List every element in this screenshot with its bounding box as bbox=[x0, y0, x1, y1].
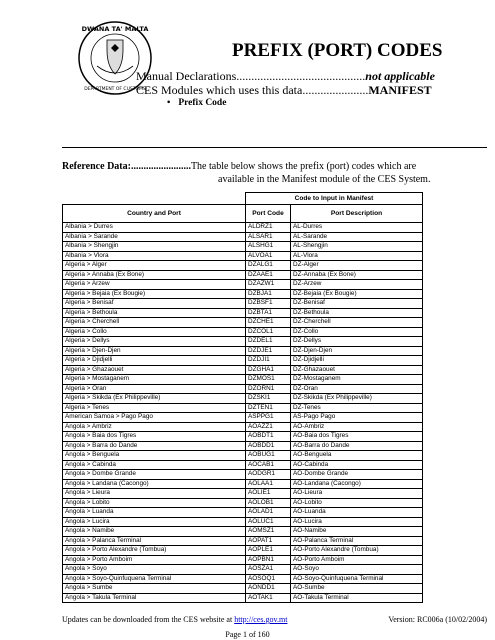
port-description-cell: DZ-Annaba (Ex Bone) bbox=[291, 270, 423, 280]
port-description-cell: DZ-Ghazaouet bbox=[291, 365, 423, 375]
port-code-cell: DZCOL1 bbox=[246, 327, 291, 337]
table-row bbox=[63, 546, 423, 556]
port-description-cell: AO-Landana (Cacongo) bbox=[291, 479, 423, 489]
port-description-cell: AO-Benguela bbox=[291, 451, 423, 461]
prefix-codes-table bbox=[62, 192, 423, 603]
port-description-cell: AO-Porto Amboim bbox=[291, 555, 423, 565]
country-port-cell: Albania > Vlora bbox=[63, 251, 246, 261]
port-code-cell: AOSZA1 bbox=[246, 565, 291, 575]
country-port-cell: Angola > Porto Amboim bbox=[63, 555, 246, 565]
table-row bbox=[63, 289, 423, 299]
ces-website-link[interactable]: http://ces.gov.mt bbox=[234, 615, 288, 624]
table-row bbox=[63, 498, 423, 508]
table-row bbox=[63, 508, 423, 518]
table-row bbox=[63, 470, 423, 480]
table-row bbox=[63, 517, 423, 527]
table-row bbox=[63, 356, 423, 366]
port-code-cell: ALDRZ1 bbox=[246, 223, 291, 233]
table-row bbox=[63, 574, 423, 584]
country-port-cell: Algeria > Arzew bbox=[63, 280, 246, 290]
table-row bbox=[63, 584, 423, 594]
country-port-cell: Angola > Lucira bbox=[63, 517, 246, 527]
country-port-cell: Angola > Benguela bbox=[63, 451, 246, 461]
port-code-cell: AOPAT1 bbox=[246, 536, 291, 546]
port-description-cell: AO-Ambriz bbox=[291, 422, 423, 432]
port-code-cell: ALSAR1 bbox=[246, 232, 291, 242]
port-description-cell: AO-Takula Terminal bbox=[291, 593, 423, 603]
port-description-cell: AO-Soyo bbox=[291, 565, 423, 575]
ces-modules-line: CES Modules which uses this data......................MANIFEST bbox=[136, 83, 432, 97]
port-description-cell: DZ-Mostaganem bbox=[291, 375, 423, 385]
port-code-cell: AOSOQ1 bbox=[246, 574, 291, 584]
port-description-cell: AO-Lobito bbox=[291, 498, 423, 508]
port-code-cell: AOLIE1 bbox=[246, 489, 291, 499]
port-code-cell: DZORN1 bbox=[246, 384, 291, 394]
country-port-cell: Angola > Landana (Cacongo) bbox=[63, 479, 246, 489]
port-description-cell: DZ-Tenes bbox=[291, 403, 423, 413]
svg-text:DWANA TA' MALTA: DWANA TA' MALTA bbox=[81, 25, 149, 33]
port-description-cell: AO-Lieura bbox=[291, 489, 423, 499]
country-port-cell: Angola > Lieura bbox=[63, 489, 246, 499]
group-header: Code to Input in Manifest bbox=[246, 193, 423, 205]
port-description-cell: AL-Sarande bbox=[291, 232, 423, 242]
page-number: Page 1 of 160 bbox=[225, 630, 270, 639]
country-port-cell: Algeria > Djen-Djen bbox=[63, 346, 246, 356]
port-description-cell: DZ-Arzew bbox=[291, 280, 423, 290]
section-divider bbox=[62, 147, 487, 148]
country-port-cell: Angola > Baia dos Tigres bbox=[63, 432, 246, 442]
port-code-cell: DZDJI1 bbox=[246, 356, 291, 366]
table-row bbox=[63, 270, 423, 280]
footer: Updates can be downloaded from the CES website at http://ces.gov.mt Version: RC006a (10/02/2004) bbox=[62, 615, 487, 624]
country-port-cell: Angola > Luanda bbox=[63, 508, 246, 518]
table-row bbox=[63, 565, 423, 575]
country-port-cell: Angola > Namibe bbox=[63, 527, 246, 537]
port-description-cell: AL-Vlora bbox=[291, 251, 423, 261]
country-port-cell: Angola > Soyo-Quinfuquena Terminal bbox=[63, 574, 246, 584]
port-description-cell: DZ-Skikda (Ex Philippeville) bbox=[291, 394, 423, 404]
port-description-cell: AO-Sumbe bbox=[291, 584, 423, 594]
port-code-cell: AONDD1 bbox=[246, 584, 291, 594]
port-description-cell: AO-Cabinda bbox=[291, 460, 423, 470]
port-code-cell: DZDEL1 bbox=[246, 337, 291, 347]
header-port-description: Port Description bbox=[291, 205, 423, 223]
port-code-cell: DZALG1 bbox=[246, 261, 291, 271]
table-row bbox=[63, 441, 423, 451]
port-code-cell: AOTAK1 bbox=[246, 593, 291, 603]
port-code-cell: AODGR1 bbox=[246, 470, 291, 480]
country-port-cell: Albania > Shengjin bbox=[63, 242, 246, 252]
table-row bbox=[63, 346, 423, 356]
country-port-cell: Algeria > Cherchell bbox=[63, 318, 246, 328]
port-description-cell: DZ-Dellys bbox=[291, 337, 423, 347]
country-port-cell: Albania > Sarande bbox=[63, 232, 246, 242]
table-row bbox=[63, 460, 423, 470]
port-code-cell: DZBTA1 bbox=[246, 308, 291, 318]
port-code-cell: DZAZW1 bbox=[246, 280, 291, 290]
table-row bbox=[63, 394, 423, 404]
port-description-cell: DZ-Oran bbox=[291, 384, 423, 394]
header-port-code: Port Code bbox=[246, 205, 291, 223]
port-description-cell: AO-Soyo-Quinfuquena Terminal bbox=[291, 574, 423, 584]
table-row bbox=[63, 403, 423, 413]
country-port-cell: Algeria > Tenes bbox=[63, 403, 246, 413]
country-port-cell: Algeria > Annaba (Ex Bone) bbox=[63, 270, 246, 280]
port-description-cell: DZ-Djen-Djen bbox=[291, 346, 423, 356]
country-port-cell: American Samoa > Pago Pago bbox=[63, 413, 246, 423]
country-port-cell: Angola > Lobito bbox=[63, 498, 246, 508]
svg-text:DEPARTMENT OF CUSTOMS: DEPARTMENT OF CUSTOMS bbox=[84, 87, 146, 92]
table-row bbox=[63, 308, 423, 318]
port-description-cell: AO-Porto Alexandre (Tombua) bbox=[291, 546, 423, 556]
port-code-cell: ALSHG1 bbox=[246, 242, 291, 252]
country-port-cell: Angola > Palanca Terminal bbox=[63, 536, 246, 546]
port-description-cell: DZ-Bejaia (Ex Bougie) bbox=[291, 289, 423, 299]
port-code-cell: DZTEN1 bbox=[246, 403, 291, 413]
country-port-cell: Algeria > Skikda (Ex Philippeville) bbox=[63, 394, 246, 404]
country-port-cell: Algeria > Bejaia (Ex Bougie) bbox=[63, 289, 246, 299]
port-code-cell: AOPBN1 bbox=[246, 555, 291, 565]
country-port-cell: Angola > Barra do Dande bbox=[63, 441, 246, 451]
table-row bbox=[63, 337, 423, 347]
country-port-cell: Albania > Durres bbox=[63, 223, 246, 233]
port-description-cell: DZ-Alger bbox=[291, 261, 423, 271]
country-port-cell: Algeria > Ghazaouet bbox=[63, 365, 246, 375]
table-row bbox=[63, 261, 423, 271]
page-title: PREFIX (PORT) CODES bbox=[232, 40, 443, 61]
table-row bbox=[63, 327, 423, 337]
port-code-cell: AOMSZ1 bbox=[246, 527, 291, 537]
country-port-cell: Algeria > Collo bbox=[63, 327, 246, 337]
port-description-cell: AL-Durres bbox=[291, 223, 423, 233]
port-code-cell: DZDJE1 bbox=[246, 346, 291, 356]
port-code-cell: DZMOS1 bbox=[246, 375, 291, 385]
port-description-cell: AO-Dombe Grande bbox=[291, 470, 423, 480]
port-description-cell: AO-Barra do Dande bbox=[291, 441, 423, 451]
table-row bbox=[63, 223, 423, 233]
table-row bbox=[63, 232, 423, 242]
port-code-cell: ASPPG1 bbox=[246, 413, 291, 423]
country-port-cell: Algeria > Oran bbox=[63, 384, 246, 394]
table-row bbox=[63, 413, 423, 423]
table-row bbox=[63, 384, 423, 394]
port-code-cell: DZGHA1 bbox=[246, 365, 291, 375]
table-row bbox=[63, 479, 423, 489]
country-port-cell: Angola > Soyo bbox=[63, 565, 246, 575]
table-row bbox=[63, 318, 423, 328]
table-row bbox=[63, 536, 423, 546]
port-code-cell: AOBDT1 bbox=[246, 432, 291, 442]
country-port-cell: Angola > Porto Alexandre (Tombua) bbox=[63, 546, 246, 556]
port-description-cell: AO-Baia dos Tigres bbox=[291, 432, 423, 442]
port-code-cell: DZCHE1 bbox=[246, 318, 291, 328]
port-description-cell: AO-Palanca Terminal bbox=[291, 536, 423, 546]
table-row bbox=[63, 251, 423, 261]
port-code-cell: DZAAE1 bbox=[246, 270, 291, 280]
port-code-cell: AOBDD1 bbox=[246, 441, 291, 451]
reference-data-line: Reference Data:........................The table below shows the prefix (port) codes which are bbox=[62, 161, 417, 172]
table-row bbox=[63, 422, 423, 432]
table-row bbox=[63, 242, 423, 252]
country-port-cell: Algeria > Alger bbox=[63, 261, 246, 271]
table-row bbox=[63, 432, 423, 442]
country-port-cell: Angola > Dombe Grande bbox=[63, 470, 246, 480]
port-code-cell: AOLAA1 bbox=[246, 479, 291, 489]
table-row bbox=[63, 489, 423, 499]
table-row bbox=[63, 365, 423, 375]
table-row bbox=[63, 451, 423, 461]
port-description-cell: DZ-Cherchell bbox=[291, 318, 423, 328]
port-description-cell: AO-Luanda bbox=[291, 508, 423, 518]
prefix-code-bullet: • Prefix Code bbox=[167, 98, 226, 108]
port-code-cell: AOBUG1 bbox=[246, 451, 291, 461]
port-description-cell: AO-Lucira bbox=[291, 517, 423, 527]
table-row bbox=[63, 527, 423, 537]
port-description-cell: DZ-Djidjelli bbox=[291, 356, 423, 366]
table-body bbox=[63, 223, 423, 603]
port-description-cell: DZ-Bethoula bbox=[291, 308, 423, 318]
table-row bbox=[63, 593, 423, 603]
table-row bbox=[63, 299, 423, 309]
port-code-cell: AOLAD1 bbox=[246, 508, 291, 518]
port-description-cell: AL-Shengjin bbox=[291, 242, 423, 252]
port-code-cell: DZBSF1 bbox=[246, 299, 291, 309]
header-country-port: Country and Port bbox=[63, 205, 246, 223]
country-port-cell: Angola > Ambriz bbox=[63, 422, 246, 432]
country-port-cell: Angola > Takula Terminal bbox=[63, 593, 246, 603]
port-code-cell: AOCAB1 bbox=[246, 460, 291, 470]
port-code-cell: AOAZZ1 bbox=[246, 422, 291, 432]
table-row bbox=[63, 375, 423, 385]
version-text: Version: RC006a (10/02/2004) bbox=[388, 615, 487, 624]
port-code-cell: AOLOB1 bbox=[246, 498, 291, 508]
port-description-cell: DZ-Benisaf bbox=[291, 299, 423, 309]
country-port-cell: Angola > Cabinda bbox=[63, 460, 246, 470]
port-description-cell: AO-Namibe bbox=[291, 527, 423, 537]
country-port-cell: Algeria > Mostaganem bbox=[63, 375, 246, 385]
country-port-cell: Angola > Sumbe bbox=[63, 584, 246, 594]
port-code-cell: DZSKI1 bbox=[246, 394, 291, 404]
manual-declarations-line: Manual Declarations...........................................not applicable bbox=[136, 69, 435, 83]
port-code-cell: DZBJA1 bbox=[246, 289, 291, 299]
port-code-cell: AOLUC1 bbox=[246, 517, 291, 527]
country-port-cell: Algeria > Dellys bbox=[63, 337, 246, 347]
port-description-cell: AS-Pago Pago bbox=[291, 413, 423, 423]
port-code-cell: AOPLE1 bbox=[246, 546, 291, 556]
port-description-cell: DZ-Collo bbox=[291, 327, 423, 337]
country-port-cell: Algeria > Benisaf bbox=[63, 299, 246, 309]
table-row bbox=[63, 280, 423, 290]
table-row bbox=[63, 555, 423, 565]
country-port-cell: Algeria > Bethoula bbox=[63, 308, 246, 318]
reference-data-line-2: available in the Manifest module of the CES System. bbox=[218, 174, 431, 185]
country-port-cell: Algeria > Djidjelli bbox=[63, 356, 246, 366]
port-code-cell: ALVOA1 bbox=[246, 251, 291, 261]
